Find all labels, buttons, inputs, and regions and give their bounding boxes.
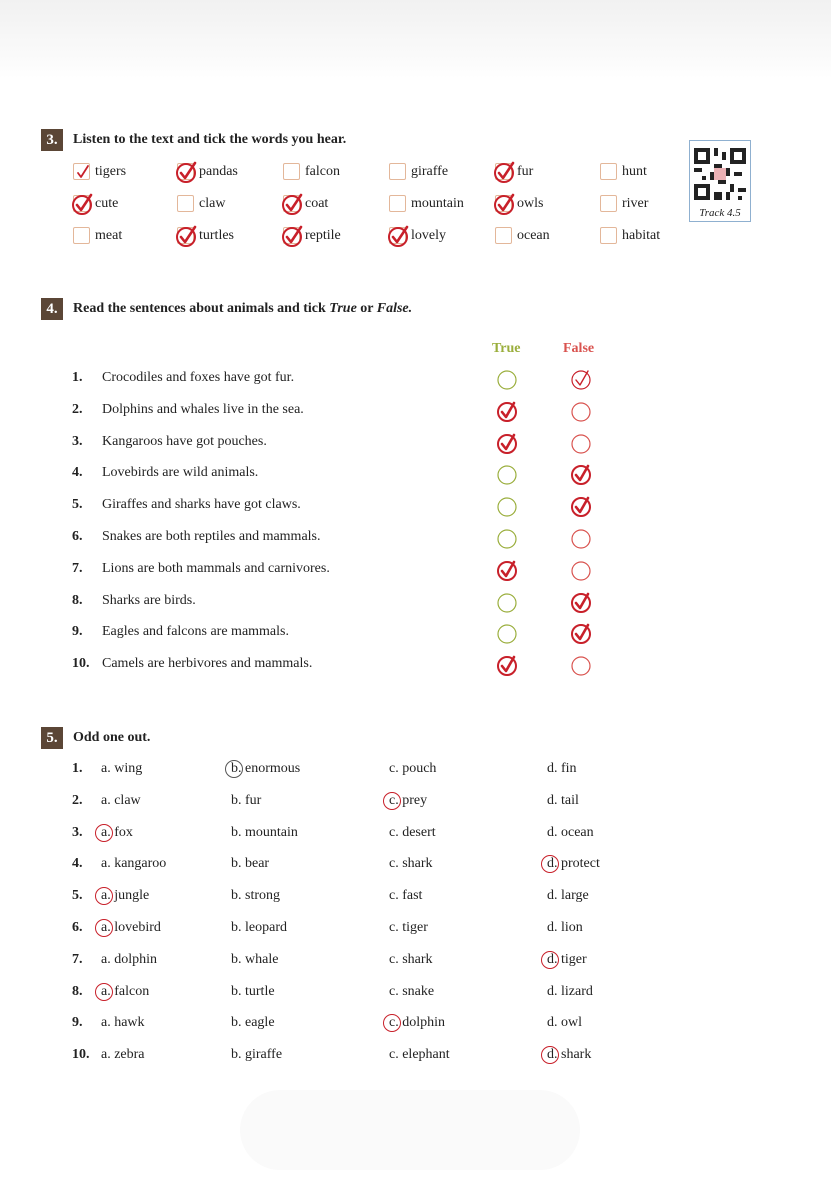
word-option[interactable]: [73, 195, 118, 212]
checkbox-icon[interactable]: [73, 227, 90, 244]
answer-option[interactable]: b. enormous: [231, 761, 301, 776]
section-instruction: [73, 301, 412, 317]
answer-option[interactable]: c. dolphin: [389, 1015, 445, 1031]
instruction-text: Read the sentences about animals and tick: [73, 301, 330, 316]
question-number: 3.: [72, 824, 83, 840]
statement-text: Crocodiles and foxes have got fur.: [102, 370, 295, 385]
checked-box-icon[interactable]: [177, 227, 194, 244]
true-circle[interactable]: [496, 463, 518, 485]
statement-row: [72, 370, 294, 386]
statement-number: 5.: [72, 497, 83, 513]
word-label: mountain: [411, 195, 464, 211]
answer-option[interactable]: b. turtle: [231, 983, 275, 999]
false-circle[interactable]: [570, 527, 592, 549]
answer-circle-icon: [383, 792, 401, 810]
question-number: 5.: [72, 888, 83, 904]
checked-box-icon[interactable]: [389, 227, 406, 244]
answer-option[interactable]: c. prey: [389, 792, 428, 808]
instruction-or-word: or: [356, 301, 377, 316]
word-label: giraffe: [411, 163, 449, 179]
answer-option[interactable]: d. lion: [547, 920, 583, 935]
checked-box-icon[interactable]: [73, 163, 90, 180]
false-circle[interactable]: [570, 622, 592, 644]
word-option[interactable]: [495, 195, 543, 212]
answer-option[interactable]: a. zebra: [101, 1047, 145, 1063]
word-label: tigers: [95, 163, 127, 179]
statement-number: 8.: [72, 592, 83, 608]
qr-code-icon: [694, 148, 746, 200]
word-label: falcon: [305, 163, 340, 179]
true-circle[interactable]: [496, 654, 518, 676]
answer-option[interactable]: a. dolphin: [101, 951, 157, 967]
word-option[interactable]: [389, 163, 448, 180]
answer-option[interactable]: b. mountain: [231, 824, 298, 840]
answer-option[interactable]: a. falcon: [101, 983, 150, 999]
word-option[interactable]: [177, 195, 225, 212]
answer-option[interactable]: b. leopard: [231, 920, 287, 935]
answer-circle-icon: [95, 919, 113, 937]
statement-number: 7.: [72, 560, 83, 576]
word-label: claw: [199, 195, 226, 211]
statement-row: [72, 529, 321, 545]
true-circle[interactable]: [496, 622, 518, 644]
answer-option[interactable]: a. claw: [101, 792, 141, 808]
statement-row: [72, 465, 258, 481]
page-top-shade: [0, 0, 831, 78]
word-option[interactable]: [600, 163, 647, 180]
word-label: pandas: [199, 163, 238, 179]
checked-box-icon[interactable]: [177, 163, 194, 180]
false-circle[interactable]: [570, 400, 592, 422]
instruction-false-word: False.: [376, 301, 413, 316]
checkbox-icon[interactable]: [389, 163, 406, 180]
answer-option[interactable]: b. fur: [231, 792, 262, 808]
false-circle[interactable]: [570, 463, 592, 485]
answer-option[interactable]: a. fox: [101, 824, 133, 840]
answer-option[interactable]: b. giraffe: [231, 1047, 283, 1063]
answer-option[interactable]: d. owl: [547, 1015, 582, 1031]
word-label: fur: [517, 163, 534, 179]
section-5-header: [41, 727, 150, 749]
section-3-header: [41, 129, 346, 151]
answer-option[interactable]: d. tail: [547, 792, 579, 808]
statement-number: 1.: [72, 370, 83, 385]
word-option[interactable]: [495, 163, 533, 180]
section-4-header: [41, 298, 412, 320]
word-label: cute: [95, 195, 119, 211]
word-option[interactable]: [600, 227, 660, 244]
word-label: reptile: [305, 227, 341, 243]
answer-option[interactable]: b. bear: [231, 856, 270, 872]
checked-box-icon[interactable]: [73, 195, 90, 212]
checked-box-icon[interactable]: [495, 163, 512, 180]
true-circle[interactable]: [496, 432, 518, 454]
true-column-header: True: [492, 341, 521, 356]
statement-row: [72, 434, 267, 450]
statement-text: Lions are both mammals and carnivores.: [102, 560, 330, 576]
answer-option[interactable]: c. desert: [389, 824, 436, 840]
statement-text: Camels are herbivores and mammals.: [102, 656, 313, 672]
question-number: 1.: [72, 761, 83, 776]
question-number: 6.: [72, 920, 83, 935]
statement-row: [72, 402, 304, 418]
word-option[interactable]: [389, 227, 446, 244]
answer-option[interactable]: d. large: [547, 888, 589, 904]
answer-option[interactable]: c. pouch: [389, 761, 437, 776]
statement-row: [72, 624, 289, 640]
word-option[interactable]: [73, 163, 126, 180]
true-circle[interactable]: [496, 559, 518, 581]
audio-track-box[interactable]: [689, 140, 751, 222]
answer-circle-icon: [225, 760, 243, 778]
checked-box-icon[interactable]: [495, 195, 512, 212]
false-circle[interactable]: [570, 432, 592, 454]
answer-option[interactable]: d. lizard: [547, 983, 593, 999]
word-label: ocean: [517, 227, 550, 243]
false-circle[interactable]: [570, 368, 592, 390]
answer-option[interactable]: c. shark: [389, 951, 433, 967]
section-number-badge: 4.: [41, 298, 63, 320]
question-number: 7.: [72, 951, 83, 967]
statement-row: [72, 656, 312, 672]
answer-option[interactable]: a. wing: [101, 761, 143, 776]
true-circle[interactable]: [496, 527, 518, 549]
answer-option[interactable]: a. hawk: [101, 1015, 145, 1031]
page-smudge: [240, 1090, 580, 1170]
answer-option[interactable]: d. ocean: [547, 824, 594, 840]
statement-text: Sharks are birds.: [102, 592, 196, 608]
statement-number: 3.: [72, 433, 83, 449]
checkbox-icon[interactable]: [177, 195, 194, 212]
section-instruction: Listen to the text and tick the words you hear.: [73, 132, 347, 147]
word-option[interactable]: [600, 195, 648, 212]
statement-row: [72, 593, 196, 609]
statement-text: Snakes are both reptiles and mammals.: [102, 529, 321, 544]
statement-number: 2.: [72, 401, 83, 417]
checked-box-icon[interactable]: [283, 195, 300, 212]
answer-option[interactable]: b. strong: [231, 888, 280, 904]
answer-circle-icon: [95, 983, 113, 1001]
answer-option[interactable]: c. tiger: [389, 920, 428, 935]
statement-text: Dolphins and whales live in the sea.: [102, 401, 304, 417]
true-circle[interactable]: [496, 400, 518, 422]
statement-text: Lovebirds are wild animals.: [102, 465, 259, 481]
false-circle[interactable]: [570, 591, 592, 613]
word-option[interactable]: [73, 227, 122, 244]
word-option[interactable]: [389, 195, 464, 212]
true-circle[interactable]: [496, 495, 518, 517]
answer-option[interactable]: a. lovebird: [101, 920, 161, 935]
statement-text: Giraffes and sharks have got claws.: [102, 497, 301, 513]
answer-option[interactable]: a. jungle: [101, 888, 150, 904]
word-option[interactable]: [283, 195, 328, 212]
answer-circle-icon: [541, 951, 559, 969]
answer-option[interactable]: c. shark: [389, 856, 433, 872]
word-label: meat: [95, 227, 123, 243]
word-option[interactable]: [283, 163, 340, 180]
word-label: habitat: [622, 227, 661, 243]
checkbox-icon[interactable]: [389, 195, 406, 212]
answer-option[interactable]: d. tiger: [547, 951, 587, 967]
word-label: lovely: [411, 227, 446, 243]
answer-option[interactable]: b. eagle: [231, 1015, 275, 1031]
statement-number: 4.: [72, 465, 83, 481]
question-number: 2.: [72, 792, 83, 808]
answer-option[interactable]: c. elephant: [389, 1047, 450, 1063]
question-number: 9.: [72, 1015, 83, 1031]
statement-text: Kangaroos have got pouches.: [102, 433, 267, 449]
true-circle[interactable]: [496, 591, 518, 613]
checkbox-icon[interactable]: [600, 195, 617, 212]
word-label: river: [622, 195, 649, 211]
true-circle[interactable]: [496, 368, 518, 390]
false-column-header: False: [563, 341, 595, 356]
answer-option[interactable]: d. protect: [547, 856, 600, 872]
checkbox-icon[interactable]: [283, 163, 300, 180]
statement-number: 6.: [72, 529, 83, 544]
statement-text: Eagles and falcons are mammals.: [102, 624, 289, 640]
word-label: turtles: [199, 227, 234, 243]
false-circle[interactable]: [570, 654, 592, 676]
word-option[interactable]: [283, 227, 341, 244]
statement-row: [72, 561, 330, 577]
section-number-badge: 3.: [41, 129, 63, 151]
statement-row: [72, 497, 301, 513]
track-label: Track 4.5: [699, 207, 741, 219]
section-instruction: Odd one out.: [73, 730, 151, 745]
word-label: hunt: [622, 163, 647, 179]
answer-option[interactable]: c. fast: [389, 888, 423, 904]
checked-box-icon[interactable]: [283, 227, 300, 244]
false-circle[interactable]: [570, 495, 592, 517]
question-number: 4.: [72, 856, 83, 872]
word-label: owls: [517, 195, 544, 211]
checkbox-icon[interactable]: [495, 227, 512, 244]
statement-number: 10.: [72, 656, 90, 672]
answer-option[interactable]: d. fin: [547, 761, 577, 776]
word-option[interactable]: [495, 227, 550, 244]
answer-option[interactable]: d. shark: [547, 1047, 592, 1063]
checkbox-icon[interactable]: [600, 163, 617, 180]
false-circle[interactable]: [570, 559, 592, 581]
question-number: 8.: [72, 983, 83, 999]
word-option[interactable]: [177, 163, 238, 180]
question-number: 10.: [72, 1047, 90, 1063]
section-number-badge: 5.: [41, 727, 63, 749]
answer-option[interactable]: b. whale: [231, 951, 279, 967]
answer-option[interactable]: c. snake: [389, 983, 435, 999]
checkbox-icon[interactable]: [600, 227, 617, 244]
answer-option[interactable]: a. kangaroo: [101, 856, 167, 872]
instruction-true-word: True: [329, 301, 357, 316]
word-label: coat: [305, 195, 329, 211]
answer-circle-icon: [95, 824, 113, 842]
word-option[interactable]: [177, 227, 234, 244]
statement-number: 9.: [72, 624, 83, 640]
